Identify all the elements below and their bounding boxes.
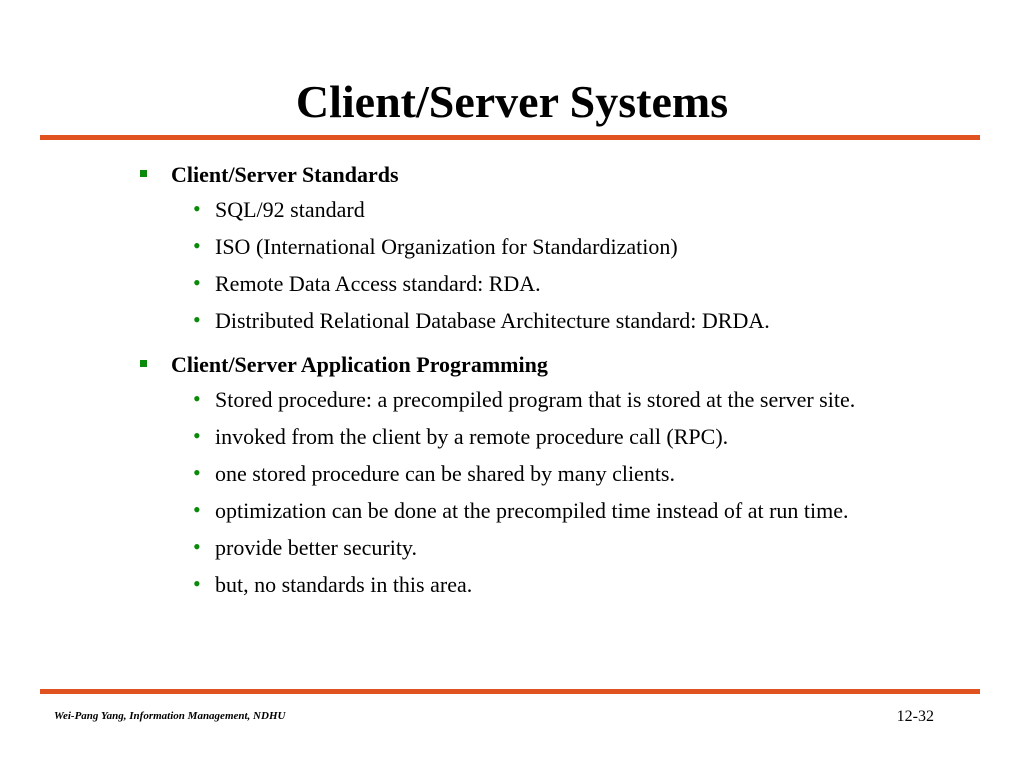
footer-divider <box>40 689 980 694</box>
dot-bullet-icon: • <box>193 534 201 559</box>
footer-author: Wei-Pang Yang, Information Management, NDHU <box>54 710 286 722</box>
list-item-text: ISO (International Organization for Standardization) <box>215 234 678 259</box>
dot-bullet-icon: • <box>193 233 201 258</box>
list-item <box>171 306 930 336</box>
section-standards <box>140 160 930 336</box>
dot-bullet-icon: • <box>193 571 201 596</box>
list-item <box>171 232 930 262</box>
section-heading: Client/Server Application Programming <box>171 352 548 377</box>
page-number: 12-32 <box>896 708 934 725</box>
list-item-text: provide better security. <box>215 535 417 560</box>
list-item <box>171 269 930 299</box>
list-item <box>171 459 930 489</box>
sub-list <box>171 195 930 336</box>
dot-bullet-icon: • <box>193 497 201 522</box>
sub-list <box>171 385 930 600</box>
dot-bullet-icon: • <box>193 423 201 448</box>
list-item-text: one stored procedure can be shared by many clients. <box>215 461 675 486</box>
list-item <box>171 533 930 563</box>
section-heading: Client/Server Standards <box>171 162 399 187</box>
section-list <box>140 160 930 600</box>
list-item <box>171 195 930 225</box>
list-item-text: but, no standards in this area. <box>215 572 473 597</box>
slide-content <box>140 160 930 607</box>
square-bullet-icon <box>140 360 147 367</box>
dot-bullet-icon: • <box>193 196 201 221</box>
title-divider <box>40 135 980 140</box>
list-item <box>171 496 930 526</box>
list-item-text: optimization can be done at the precompiled time instead of at run time. <box>215 498 849 523</box>
section-application-programming <box>140 350 930 600</box>
dot-bullet-icon: • <box>193 307 201 332</box>
list-item-text: Stored procedure: a precompiled program that is stored at the server site. <box>215 387 856 412</box>
dot-bullet-icon: • <box>193 460 201 485</box>
list-item-text: Remote Data Access standard: RDA. <box>215 271 541 296</box>
slide-title: Client/Server Systems <box>295 76 729 127</box>
list-item-text: invoked from the client by a remote procedure call (RPC). <box>215 424 729 449</box>
list-item-text: SQL/92 standard <box>215 197 365 222</box>
list-item <box>171 570 930 600</box>
dot-bullet-icon: • <box>193 386 201 411</box>
list-item <box>171 385 930 415</box>
list-item <box>171 422 930 452</box>
square-bullet-icon <box>140 170 147 177</box>
list-item-text: Distributed Relational Database Architecture standard: DRDA. <box>215 308 770 333</box>
dot-bullet-icon: • <box>193 270 201 295</box>
